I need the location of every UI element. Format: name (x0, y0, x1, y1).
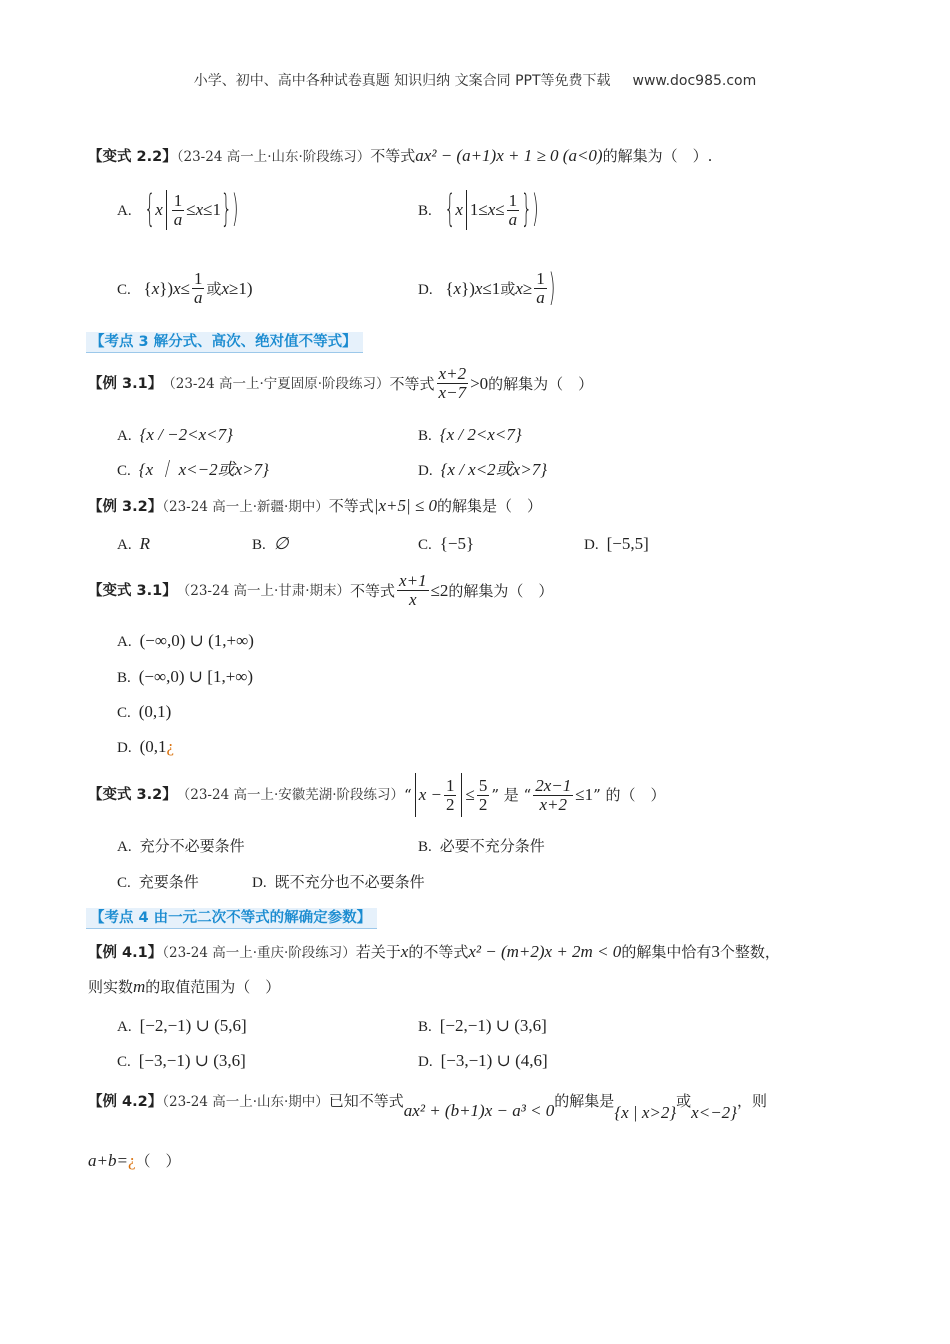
relation: >0 (470, 373, 489, 393)
option-a[interactable] (117, 1015, 247, 1038)
question-v22 (88, 145, 712, 168)
option-label: A. (117, 839, 132, 855)
option-label: A. (117, 428, 132, 444)
question-suffix: ” 的（ ） (593, 786, 666, 804)
option-text: {x / −2<x<7} (139, 425, 233, 444)
question-tag: 【变式 3.2】 (88, 787, 177, 803)
option-label: C. (418, 537, 432, 553)
option-a-math: { x $\frac{1}{a}$ ≤ x ≤1 } ) (144, 190, 238, 230)
fraction-numerator: 5 (478, 775, 488, 795)
question-tag: 【变式 2.2】 (88, 149, 177, 165)
option-c[interactable] (117, 1050, 246, 1073)
fraction: $\frac{1}{a}$ (508, 190, 518, 229)
option-c[interactable] (117, 459, 269, 482)
header-text: 小学、初中、高中各种试卷真题 知识归纳 文案合同 PPT等免费下载 (193, 73, 611, 89)
option-a[interactable] (117, 835, 245, 858)
option-d[interactable] (418, 459, 547, 482)
question-source: （23-24 高一上·重庆·阶段练习） (162, 945, 356, 961)
section-heading-text: 【考点 4 由一元二次不等式的解确定参数】 (86, 908, 377, 929)
question-e32 (88, 495, 542, 518)
or-text: 或 (206, 279, 222, 298)
question-text: 的解集中恰有 (621, 943, 712, 961)
option-a[interactable] (117, 533, 150, 556)
option-d[interactable] (252, 871, 425, 894)
question-e41-line2 (88, 976, 280, 998)
option-b[interactable] (117, 666, 253, 689)
option-text: 必要不充分条件 (439, 837, 545, 855)
question-v32 (88, 773, 666, 817)
question-e41 (88, 941, 780, 964)
option-d[interactable] (584, 533, 649, 556)
question-text: 的不等式 (408, 943, 469, 961)
question-expression: |x+5| ≤ 0 (373, 496, 437, 515)
option-b[interactable] (418, 190, 539, 230)
fraction (397, 572, 429, 609)
question-inequality: ax² − (a+1)x + 1 ≥ 0 (a<0) (415, 146, 603, 165)
relation: ≤1 (575, 785, 594, 804)
option-label: D. (252, 875, 267, 891)
question-source: （23-24 高一上·安徽芜湖·阶段练习） (176, 787, 405, 803)
answer-paren: （ ） (135, 1152, 181, 1170)
option-d[interactable] (117, 736, 174, 759)
garbled-glyph: ¿ (127, 1151, 136, 1170)
fraction-denominator: x−7 (438, 383, 467, 402)
option-text: (0,1) (138, 702, 172, 721)
question-prefix: 不等式 (350, 581, 396, 600)
fraction-five-half (477, 777, 490, 814)
question-v31 (88, 572, 553, 609)
fraction-numerator: 2x−1 (535, 775, 572, 795)
option-text: ∅ (273, 534, 289, 553)
header-url[interactable]: www.doc985.com (632, 73, 757, 89)
fraction (533, 777, 573, 814)
fraction: $\frac{1}{a}$ (536, 269, 545, 307)
option-text: {x / 2<x<7} (439, 425, 522, 444)
brace-right: } (220, 188, 232, 232)
question-source: （23-24 高一上·山东·阶段练习） (176, 149, 371, 165)
option-text: 既不充分也不必要条件 (274, 873, 425, 891)
paren-right: ) (531, 188, 539, 232)
quote-open: “ (404, 786, 412, 804)
option-text: [−5,5] (606, 534, 649, 553)
option-d[interactable] (418, 1050, 548, 1073)
garbled-glyph: ¿ (166, 737, 175, 756)
connector-text: ” 是 “ (491, 786, 532, 804)
option-label: D. (418, 1054, 433, 1070)
question-text: 的取值范围为（ ） (145, 978, 281, 996)
question-suffix: 的解集是（ ） (437, 497, 543, 515)
option-label: D. (418, 281, 433, 298)
option-label: C. (117, 705, 131, 721)
paren-right: ) (548, 266, 556, 311)
option-b[interactable] (418, 835, 545, 858)
option-a[interactable] (117, 424, 233, 447)
fraction-numerator: 1 (445, 775, 455, 795)
question-prefix: 不等式 (370, 147, 416, 165)
option-b-math: { x 1≤ x ≤ $\frac{1}{a}$ } ) (445, 190, 539, 230)
question-suffix: 的解集为（ ）. (602, 147, 713, 165)
question-suffix: 的解集为（ ） (448, 581, 554, 600)
option-text: (−∞,0) ∪ (1,+∞) (139, 631, 254, 650)
set-bar (166, 190, 167, 230)
option-label: A. (117, 537, 132, 553)
option-text: (−∞,0) ∪ [1,+∞) (138, 667, 254, 686)
option-b[interactable] (252, 533, 289, 556)
option-label: B. (418, 203, 432, 219)
or-text: 或 (676, 1092, 692, 1110)
option-label: B. (418, 428, 432, 444)
option-text: {x / x<2或x>7} (440, 460, 547, 479)
option-c[interactable] (117, 871, 199, 894)
option-label: C. (117, 875, 131, 891)
fraction-denominator: 2 (445, 794, 455, 814)
section-heading-4 (86, 906, 377, 927)
option-c[interactable] (418, 533, 474, 556)
option-c[interactable] (117, 701, 171, 724)
solution-set: {x | x>2} (614, 1103, 677, 1122)
set-bar (466, 190, 467, 230)
option-label: D. (584, 537, 599, 553)
option-label: B. (418, 839, 432, 855)
solution-set-tail: x<−2} (691, 1103, 737, 1122)
question-prefix: 不等式 (328, 497, 374, 515)
option-label: B. (117, 670, 131, 686)
paren-right: ) (231, 188, 239, 232)
option-text: R (139, 534, 150, 553)
option-d-math: { x }) x ≤1 或 x ≥ $\frac{1}{a}$ ) (445, 270, 555, 307)
or-text: 或 (500, 279, 516, 298)
option-label: A. (117, 203, 132, 219)
question-text: 已知不等式 (328, 1092, 404, 1110)
option-label: D. (418, 463, 433, 479)
option-a[interactable] (117, 190, 238, 230)
option-label: B. (252, 537, 266, 553)
fraction: $\frac{1}{a}$ (193, 269, 203, 307)
question-text: 则实数 (88, 978, 134, 996)
question-inequality: x² − (m+2)x + 2m < 0 (468, 942, 622, 961)
variable-m: m (133, 977, 146, 996)
brace-left: { (444, 188, 456, 232)
option-text: 充要条件 (138, 873, 199, 891)
option-label: C. (117, 281, 131, 298)
option-label: B. (418, 1019, 432, 1035)
option-text: {x ｜ x<−2或x>7} (138, 460, 269, 479)
question-text: 若关于 (355, 943, 401, 961)
question-tag: 【变式 3.1】 (88, 582, 177, 599)
fraction-denominator: x (409, 590, 417, 609)
option-label: A. (117, 634, 132, 650)
relation: ≤ (465, 785, 475, 804)
question-text: 个整数， (719, 943, 780, 961)
question-text: ，则 (736, 1092, 767, 1110)
question-tag: 【例 4.1】 (88, 945, 163, 961)
fraction (437, 365, 469, 402)
option-label: D. (117, 740, 132, 756)
option-text: [−2,−1) ∪ (5,6] (139, 1016, 247, 1035)
question-source: （23-24 高一上·宁夏固原·阶段练习） (162, 375, 390, 392)
page-header (0, 70, 950, 90)
question-source: （23-24 高一上·山东·期中） (162, 1094, 329, 1110)
question-inequality: ax² + (b+1)x − a³ < 0 (403, 1101, 555, 1120)
option-label: C. (117, 1054, 131, 1070)
option-b[interactable] (418, 424, 522, 447)
fraction-numerator: x+2 (438, 364, 467, 383)
fraction-denominator: 2 (478, 794, 488, 814)
abs-bar-right (461, 773, 462, 817)
fraction-denominator: x+2 (539, 794, 567, 814)
abs-expression: x − (418, 785, 442, 804)
section-heading-text: 【考点 3 解分式、高次、绝对值不等式】 (86, 332, 363, 353)
section-heading-3 (86, 330, 363, 351)
question-tag: 【例 3.1】 (88, 375, 163, 392)
option-text: [−3,−1) ∪ (4,6] (440, 1051, 548, 1070)
question-suffix: 的解集为（ ） (488, 374, 594, 393)
question-e42 (88, 1090, 767, 1122)
option-c-math: { x }) x ≤ $\frac{1}{a}$ 或 x ≥1) (143, 269, 253, 307)
option-label: A. (117, 1019, 132, 1035)
option-text: [−3,−1) ∪ (3,6] (138, 1051, 246, 1070)
number: 3 (711, 942, 720, 961)
question-e31 (88, 365, 593, 402)
question-text: 的解集是 (554, 1092, 615, 1110)
question-expression: a+b= (88, 1151, 128, 1170)
option-label: C. (117, 463, 131, 479)
option-a[interactable] (117, 630, 254, 653)
option-d[interactable] (418, 266, 556, 311)
question-tag: 【例 3.2】 (88, 499, 163, 515)
option-text: 充分不必要条件 (139, 837, 245, 855)
brace-right: } (521, 188, 532, 232)
brace-left: { (144, 188, 156, 232)
option-c[interactable] (117, 270, 253, 307)
question-tag: 【例 4.2】 (88, 1094, 163, 1110)
fraction-half (444, 777, 457, 814)
question-source: （23-24 高一上·新疆·期中） (162, 499, 329, 515)
relation: ≤2 (430, 580, 449, 600)
question-e42-line2 (88, 1150, 181, 1172)
abs-bar-left (415, 773, 416, 817)
option-text: {−5} (439, 534, 475, 553)
fraction-numerator: x+1 (399, 571, 427, 590)
option-text: (0,1 (139, 737, 167, 756)
fraction: $\frac{1}{a}$ (173, 190, 183, 229)
option-text: [−2,−1) ∪ (3,6] (439, 1016, 547, 1035)
variable-x: x (400, 942, 409, 961)
question-prefix: 不等式 (389, 374, 435, 393)
option-b[interactable] (418, 1015, 547, 1038)
question-source: （23-24 高一上·甘肃·期末） (176, 582, 351, 599)
